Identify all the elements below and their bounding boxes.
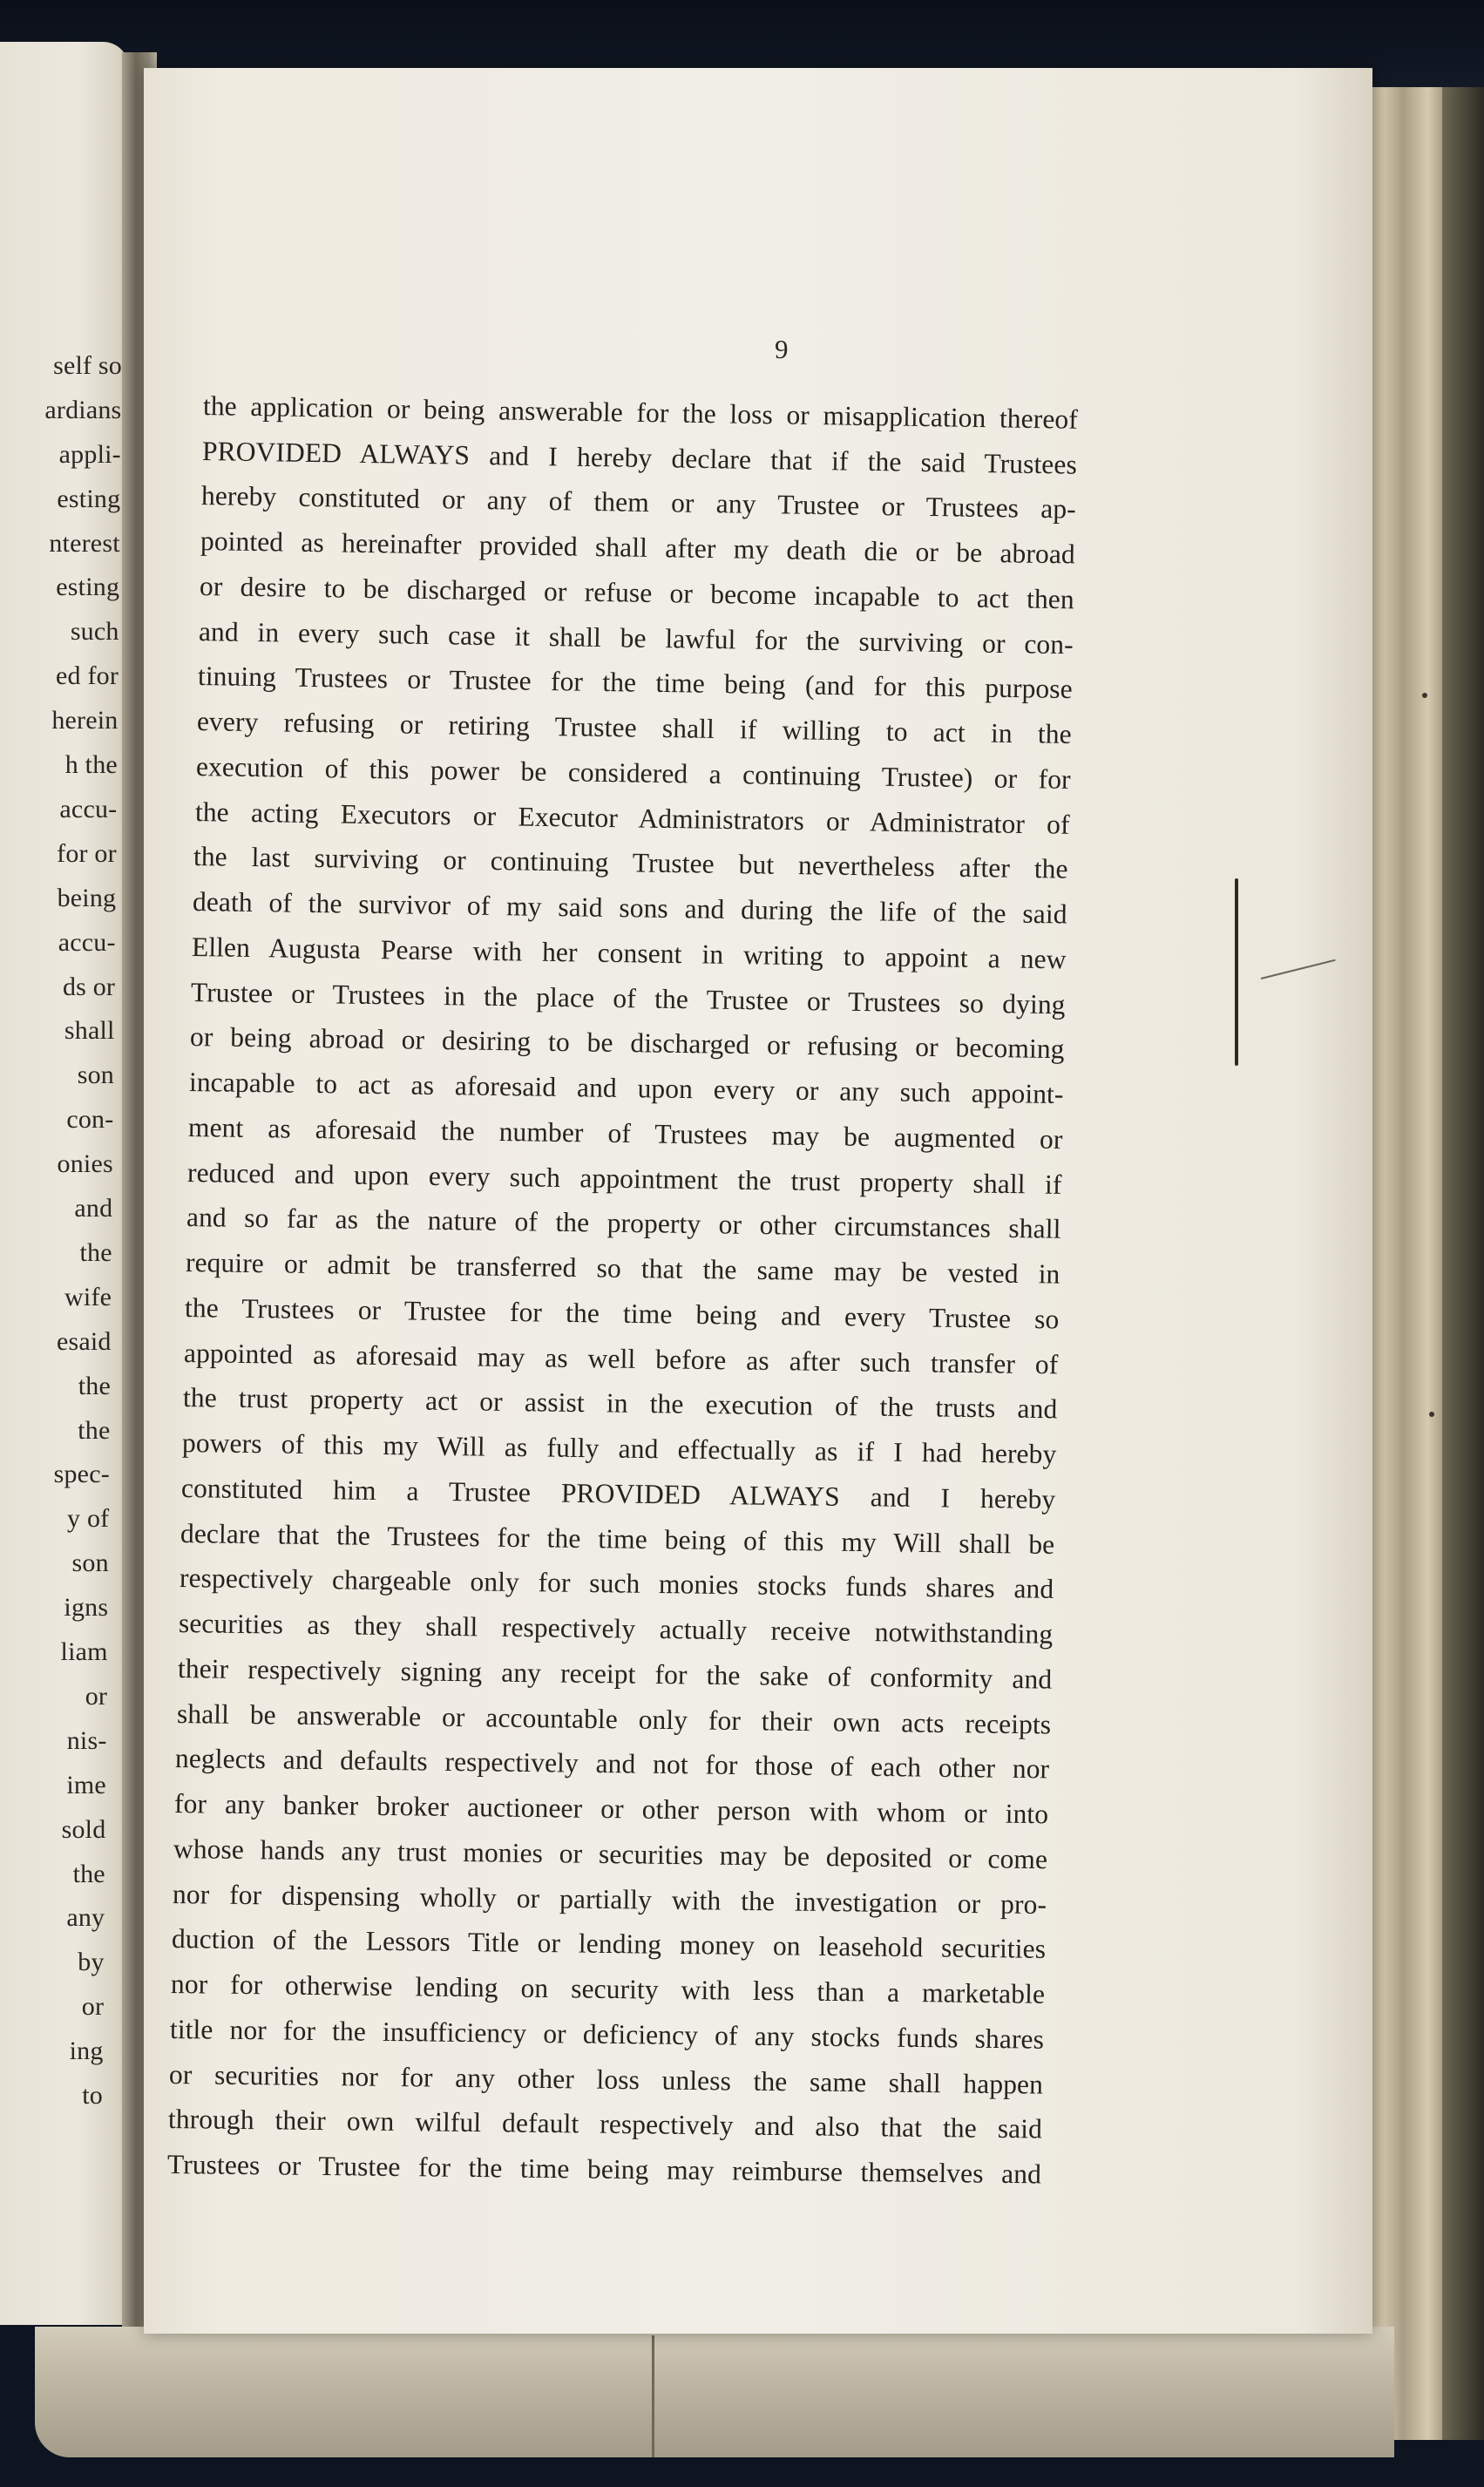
left-page-fragment: or xyxy=(81,1992,105,2022)
text-line: hereby constituted or any of them or any Trustee or Trustees ap- xyxy=(200,480,1076,525)
text-line: death of the survivor of my said sons and during the life of the said xyxy=(193,886,1068,930)
left-page-fragment: the xyxy=(78,1371,112,1400)
text-line: or being abroad or desiring to be discharged or refusing or becoming xyxy=(190,1021,1066,1065)
text-line: require or admit be transferred so that the same may be vested in xyxy=(185,1247,1060,1290)
left-page-fragment: accu- xyxy=(59,794,118,823)
text-line: appointed as aforesaid may as well before as after such transfer of xyxy=(183,1337,1059,1380)
edge-spot xyxy=(1422,693,1427,698)
left-page-fragment: self so xyxy=(53,351,122,380)
text-line: Trustees or Trustee for the time being may reimburse themselves and xyxy=(166,2149,1042,2190)
left-page-fragment: wife xyxy=(64,1282,112,1311)
text-line: PROVIDED ALWAYS and I hereby declare that if the said Trustees xyxy=(201,435,1078,480)
left-page-fragment: esaid xyxy=(56,1326,112,1356)
left-page-fragment: liam xyxy=(60,1637,108,1667)
left-page-fragment: ardians xyxy=(44,395,122,424)
left-page-fragment: the xyxy=(72,1859,105,1888)
page-bottom-edge xyxy=(35,2327,1394,2457)
left-page-fragment: sold xyxy=(61,1814,106,1844)
text-line: Ellen Augusta Pearse with her consent in writing to appoint a new xyxy=(192,931,1067,975)
left-page-fragment: son xyxy=(71,1548,109,1578)
left-page-fragment: by xyxy=(78,1948,105,1977)
left-page-fragment: ds or xyxy=(62,972,116,1001)
text-line: their respectively signing any receipt for the sake of conformity and xyxy=(177,1652,1052,1695)
text-line: incapable to act as aforesaid and upon every or any such appoint- xyxy=(188,1067,1064,1110)
text-line: every refusing or retiring Trustee shall if willing to act in the xyxy=(196,706,1072,750)
left-facing-page xyxy=(0,42,129,2325)
left-page-fragment: son xyxy=(77,1061,114,1090)
text-line: duction of the Lessors Title or lending money on leasehold securities xyxy=(172,1923,1047,1965)
left-page-fragment: and xyxy=(74,1194,113,1223)
page-bottom-fold xyxy=(652,2335,654,2457)
text-line: execution of this power be considered a continuing Trustee) or for xyxy=(195,750,1071,795)
text-line: the last surviving or continuing Trustee but nevertheless after the xyxy=(193,841,1069,885)
text-line: nor for dispensing wholly or partially with the investigation or pro- xyxy=(173,1878,1047,1920)
left-page-fragment: ime xyxy=(66,1770,106,1799)
left-page-fragment: shall xyxy=(64,1016,115,1046)
text-line: the Trustees or Trustee for the time being and every Trustee so xyxy=(184,1291,1060,1335)
left-page-fragment: spec- xyxy=(53,1460,110,1489)
edge-spot xyxy=(1429,1412,1434,1417)
left-page-fragment: onies xyxy=(57,1149,113,1179)
left-page-fragment: or xyxy=(85,1681,108,1711)
text-line: and in every such case it shall be lawful for the surviving or con- xyxy=(198,615,1074,660)
text-line: whose hands any trust monies or securities may be deposited or come xyxy=(173,1833,1048,1874)
left-page-fragment: igns xyxy=(64,1593,109,1623)
page-block-shadow xyxy=(1442,87,1484,2440)
text-line: securities as they shall respectively actually receive notwithstanding xyxy=(178,1608,1054,1650)
left-page-fragment: appli- xyxy=(58,439,121,469)
left-page-fragment: ing xyxy=(69,2036,104,2066)
text-line: nor for otherwise lending on security with less than a marketable xyxy=(171,1969,1046,2009)
text-line: the trust property act or assist in the execution of the trusts and xyxy=(182,1382,1058,1425)
text-line: declare that the Trustees for the time being of this my Will shall be xyxy=(180,1517,1055,1560)
left-page-fragment: for or xyxy=(57,838,117,868)
left-page-fragment: nis- xyxy=(66,1725,107,1755)
text-line: ment as aforesaid the number of Trustees may be augmented or xyxy=(187,1111,1063,1155)
text-line: or securities nor for any other loss unless the same shall happen xyxy=(168,2058,1044,2100)
text-line: shall be answerable or accountable only for their own acts receipts xyxy=(176,1698,1051,1740)
left-page-fragment: the xyxy=(78,1415,111,1445)
margin-pencil-stroke xyxy=(1261,959,1336,979)
text-line: the acting Executors or Executor Administrators or Administrator of xyxy=(194,796,1070,840)
left-page-fragment: con- xyxy=(66,1105,114,1135)
left-page-fragment: esting xyxy=(57,484,121,513)
text-line: and so far as the nature of the property or other circumstances shall xyxy=(186,1202,1061,1245)
text-line: for any banker broker auctioneer or other person with whom or into xyxy=(174,1788,1049,1830)
text-line: through their own wilful default respectively and also that the said xyxy=(167,2104,1043,2145)
text-line: or desire to be discharged or refuse or become incapable to act then xyxy=(199,570,1074,615)
text-line: title nor for the insufficiency or deficiency of any stocks funds shares xyxy=(169,2013,1045,2055)
text-line: constituted him a Trustee PROVIDED ALWAYS and I hereby xyxy=(180,1472,1056,1515)
left-page-fragment: to xyxy=(82,2081,103,2110)
text-line: tinuing Trustees or Trustee for the time being (and for this purpose xyxy=(197,661,1073,705)
page-number: 9 xyxy=(775,334,789,364)
text-line: respectively chargeable only for such monies stocks funds shares and xyxy=(179,1562,1054,1605)
text-line: reduced and upon every such appointment the trust property shall if xyxy=(186,1156,1062,1200)
left-page-fragment: y of xyxy=(67,1504,110,1534)
left-page-fragment: such xyxy=(70,617,119,647)
text-line: the application or being answerable for the loss or misapplication thereof xyxy=(202,390,1079,435)
document-page xyxy=(144,68,1372,2334)
margin-pencil-bracket xyxy=(1235,878,1238,1066)
text-line: neglects and defaults respectively and not for those of each other nor xyxy=(175,1743,1050,1785)
left-page-fragment: accu- xyxy=(58,927,116,957)
left-page-fragment: ed for xyxy=(56,661,119,691)
left-page-fragment: esting xyxy=(56,573,120,602)
left-page-fragment: the xyxy=(79,1237,112,1267)
left-page-fragment: h the xyxy=(64,750,118,780)
text-line: Trustee or Trustees in the place of the Trustee or Trustees so dying xyxy=(191,976,1067,1020)
left-page-fragment: nterest xyxy=(49,528,120,558)
text-line: pointed as hereinafter provided shall after my death die or be abroad xyxy=(200,525,1075,570)
left-page-fragment: herein xyxy=(51,706,119,735)
text-line: powers of this my Will as fully and effectually as if I had hereby xyxy=(181,1427,1057,1470)
left-page-fragment: any xyxy=(66,1903,105,1933)
left-page-fragment: being xyxy=(57,883,117,912)
